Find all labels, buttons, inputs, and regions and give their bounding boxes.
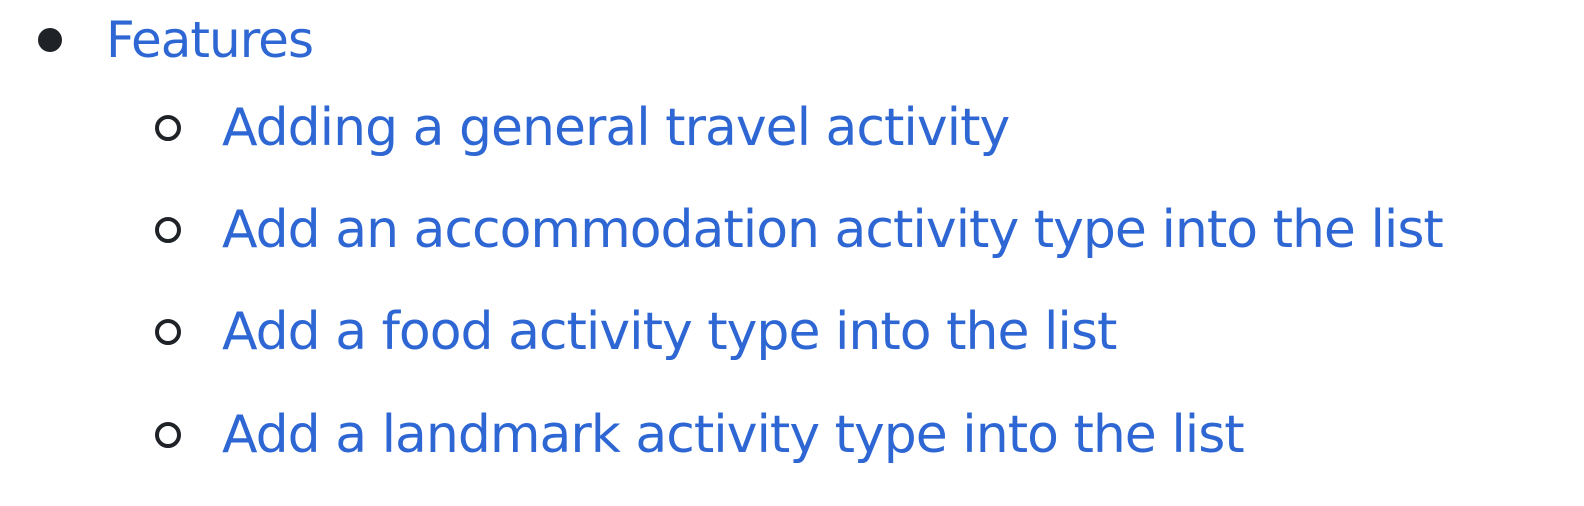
hollow-circle-bullet-icon xyxy=(155,319,181,345)
list-item-landmark-activity xyxy=(155,395,1244,475)
list-item-general-travel-activity xyxy=(155,88,1009,168)
hollow-circle-bullet-icon xyxy=(155,115,181,141)
list-item-accommodation-activity xyxy=(155,190,1443,270)
accommodation-activity-link[interactable]: Add an accommodation activity type into the list xyxy=(222,200,1443,260)
features-link[interactable]: Features xyxy=(106,11,313,69)
filled-disc-bullet-icon xyxy=(38,28,62,52)
food-activity-link[interactable]: Add a food activity type into the list xyxy=(222,302,1117,362)
landmark-activity-link[interactable]: Add a landmark activity type into the list xyxy=(222,405,1244,465)
hollow-circle-bullet-icon xyxy=(155,422,181,448)
list-item-features xyxy=(38,8,313,72)
list-item-food-activity xyxy=(155,292,1116,372)
hollow-circle-bullet-icon xyxy=(155,217,181,243)
general-travel-activity-link[interactable]: Adding a general travel activity xyxy=(222,98,1010,158)
